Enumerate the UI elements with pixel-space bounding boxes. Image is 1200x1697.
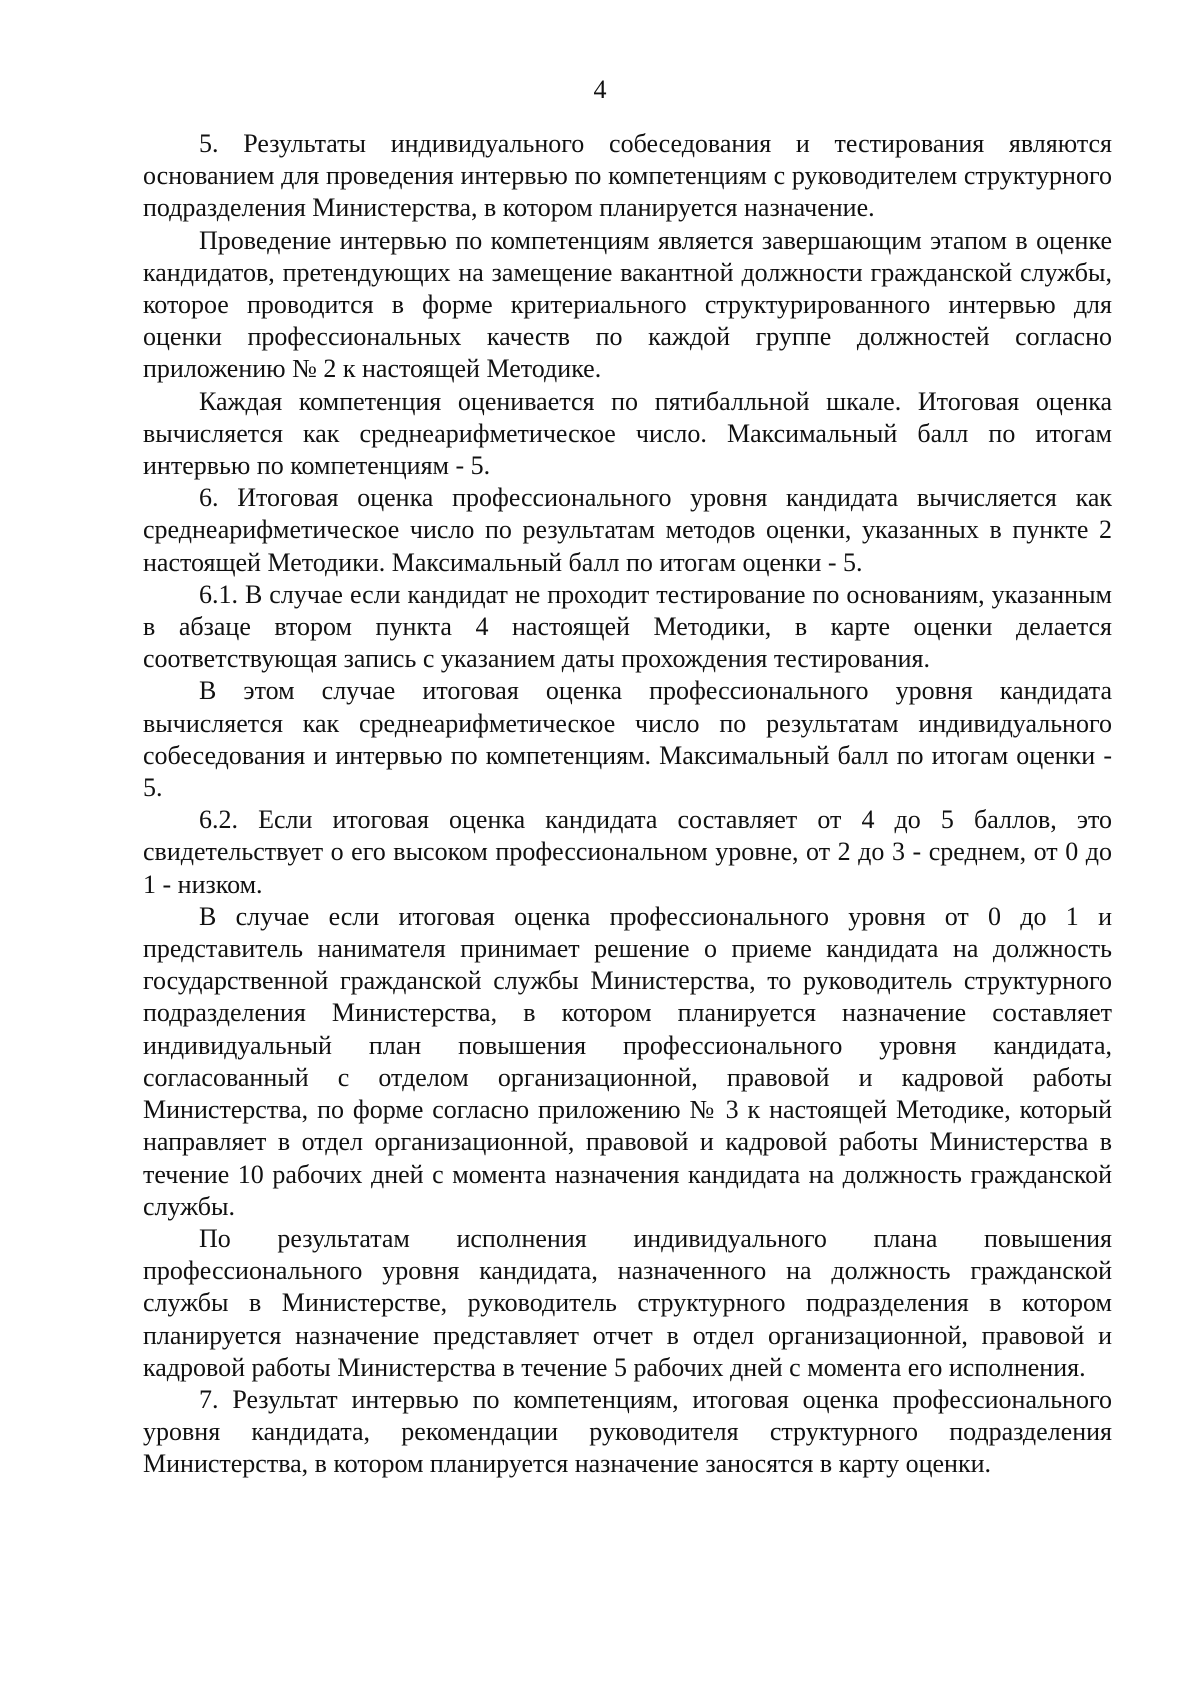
paragraph-item-5: 5. Результаты индивидуального собеседования и тестирования являются основанием для проведения интервью по компетенциям с руководителем структурного подразделения Министерства, в котором планируется назначение. xyxy=(143,129,1112,223)
paragraph-individual-plan: В случае если итоговая оценка профессионального уровня от 0 до 1 и представитель нанимателя принимает решение о приеме кандидата на должность государственной гражданской службы Министерства, то руководитель структурного подразделения Министерства, в котором планируется назначение составляет индивидуальный план повышения профессионального уровня кандидата, согласованный с отделом организационной, правовой и кадровой работы Министерства, по форме согласно приложению № 3 к настоящей Методике, который направляет в отдел организационной, правовой и кадровой работы Министерства в течение 10 рабочих дней с момента назначения кандидата на должность гражданской службы. xyxy=(143,901,1112,1221)
paragraph-item-6-2: 6.2. Если итоговая оценка кандидата составляет от 4 до 5 баллов, это свидетельствует о его высоком профессиональном уровне, от 2 до 3 - среднем, от 0 до 1 - низком. xyxy=(143,805,1112,899)
paragraph-competency-scoring: Каждая компетенция оценивается по пятибалльной шкале. Итоговая оценка вычисляется как среднеарифметическое число. Максимальный балл по итогам интервью по компетенциям - 5. xyxy=(143,386,1112,481)
paragraph-item-6: 6. Итоговая оценка профессионального уровня кандидата вычисляется как среднеарифметическое число по результатам методов оценки, указанных в пункте 2 настоящей Методики. Максимальный балл по итогам оценки - 5. xyxy=(143,483,1112,577)
paragraph-item-7: 7. Результат интервью по компетенциям, итоговая оценка профессионального уровня кандидата, рекомендации руководителя структурного подразделения Министерства, в котором планируется назначение заносятся в карту оценки. xyxy=(143,1384,1112,1479)
page-number: 4 xyxy=(593,75,607,104)
paragraph-plan-report: По результатам исполнения индивидуального плана повышения профессионального уровня кандидата, назначенного на должность гражданской службы в Министерстве, руководитель структурного подразделения в котором планируется назначение представляет отчет в отдел организационной, правовой и кадровой работы Министерства в течение 5 рабочих дней с момента его исполнения. xyxy=(143,1223,1112,1382)
paragraph-interview-description: Проведение интервью по компетенциям является завершающим этапом в оценке кандидатов, претендующих на замещение вакантной должности гражданской службы, которое проводится в форме критериального структурированного интервью для оценки профессиональных качеств по каждой группе должностей согласно приложению № 2 к настоящей Методике. xyxy=(143,225,1112,384)
paragraph-item-6-1-case: В этом случае итоговая оценка профессионального уровня кандидата вычисляется как среднеарифметическое число по результатам индивидуального собеседования и интервью по компетенциям. Максимальный балл по итогам оценки - 5. xyxy=(143,676,1112,803)
document-body xyxy=(143,128,1112,1481)
paragraph-item-6-1: 6.1. В случае если кандидат не проходит тестирование по основаниям, указанным в абзаце втором пункта 4 настоящей Методики, в карте оценки делается соответствующая запись с указанием даты прохождения тестирования. xyxy=(143,579,1112,674)
